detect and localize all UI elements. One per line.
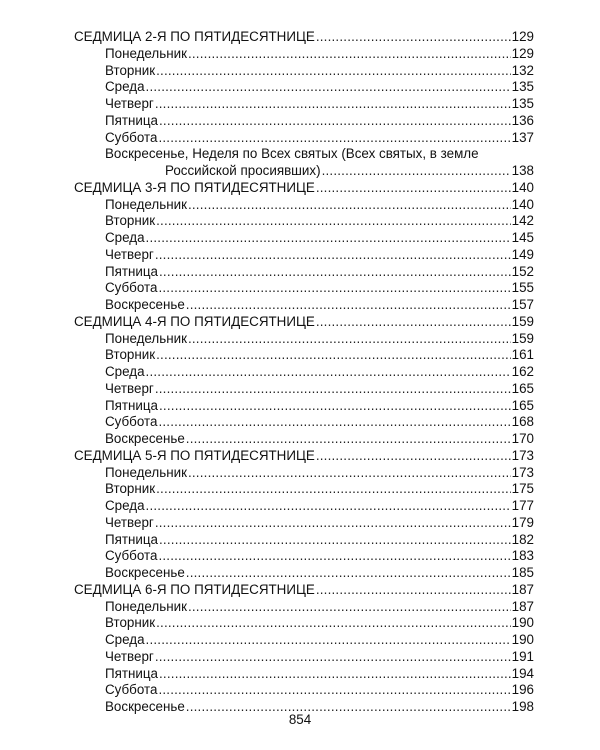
entry-label: Вторник [105,62,156,78]
entry-page: 132 [511,62,534,78]
entry-label: Среда [105,498,145,513]
entry-label: Суббота [105,682,158,698]
dot-leader [316,314,511,331]
dot-leader [155,381,511,398]
entry-page: 165 [511,397,534,413]
entry-label: Четверг [105,380,154,396]
toc-entry [74,398,534,415]
toc-entry [74,465,534,482]
entry-page: 159 [511,330,534,346]
dot-leader [146,79,511,96]
entry-label: Вторник [105,213,156,229]
section-title: СЕДМИЦА 6-Я ПО ПЯТИДЕСЯТНИЦЕ [74,581,315,597]
entry-page: 190 [511,615,534,631]
dot-leader [316,180,511,197]
entry-label: Суббота [105,548,158,564]
entry-label: Понедельник [105,330,187,346]
entry-page: 149 [511,246,534,262]
entry-label: Вторник [105,347,156,363]
toc-entry [74,331,534,348]
toc-entry [74,280,534,297]
toc-entry [74,297,534,314]
entry-label: Воскресенье [105,297,185,312]
dot-leader [159,113,511,130]
dot-leader [156,481,511,498]
entry-page: 175 [511,481,534,497]
entry-label: Воскресенье [105,565,185,580]
toc-entry [74,264,534,281]
toc-entry [74,46,534,63]
section-heading [74,180,534,197]
toc-entry [74,247,534,264]
entry-label: Вторник [105,615,156,631]
entry-label: Понедельник [105,45,187,61]
section-page: 187 [511,581,534,597]
entry-page: 170 [511,431,534,446]
toc-entry [74,498,534,515]
dot-leader [159,398,511,415]
toc-entry [74,197,534,214]
dot-leader [158,130,510,147]
entry-label: Суббота [105,129,158,145]
section-title: СЕДМИЦА 5-Я ПО ПЯТИДЕСЯТНИЦЕ [74,447,315,463]
entry-label: Среда [105,79,145,95]
entry-page: 140 [511,196,534,212]
toc-entry-long [74,146,534,180]
dot-leader [146,632,511,649]
dot-leader [188,599,511,616]
entry-label: Воскресенье [105,699,185,714]
entry-label: Пятница [105,112,159,128]
entry-label: Четверг [105,648,154,664]
toc-entry [74,548,534,565]
section-page: 129 [511,29,534,44]
entry-page: 194 [511,665,534,681]
entry-page: 185 [511,565,534,580]
entry-label: Пятница [105,263,159,279]
entry-label: Четверг [105,514,154,530]
section-heading [74,29,534,46]
dot-leader [316,29,511,46]
toc-entry [74,113,534,130]
dot-leader [158,682,510,699]
toc-entry [74,414,534,431]
entry-page: 138 [511,163,534,178]
dot-leader [186,565,511,582]
toc-entry [74,666,534,683]
entry-label-line1: Воскресенье, Неделя по Всех святых (Всех святых, в земле [105,146,479,162]
entry-label-line2: Российской просиявших) [165,163,321,178]
dot-leader [146,230,511,247]
entry-label: Четверг [105,96,154,111]
entry-page: 191 [511,648,534,664]
section-title: СЕДМИЦА 2-Я ПО ПЯТИДЕСЯТНИЦЕ [74,29,315,44]
dot-leader [156,213,511,230]
section-page: 173 [511,447,534,463]
section-page: 159 [511,313,534,329]
dot-leader [155,247,511,264]
dot-leader [156,63,511,80]
entry-page: 135 [511,79,534,95]
dot-leader [316,582,511,599]
dot-leader [186,431,511,448]
entry-page: 157 [511,297,534,312]
dot-leader [159,666,511,683]
dot-leader [156,615,511,632]
dot-leader [155,96,511,113]
dot-leader [155,515,511,532]
entry-page: 183 [511,548,534,564]
entry-page: 155 [511,280,534,296]
toc-entry [74,515,534,532]
entry-page: 198 [511,699,534,714]
entry-page: 136 [511,112,534,128]
section-heading [74,314,534,331]
toc-entry [74,431,534,448]
section-title: СЕДМИЦА 3-Я ПО ПЯТИДЕСЯТНИЦЕ [74,179,315,195]
toc-entry [74,682,534,699]
entry-label: Среда [105,364,145,379]
dot-leader [322,163,511,180]
dot-leader [146,498,511,515]
entry-page: 162 [511,364,534,379]
entry-page: 168 [511,414,534,430]
dot-leader [158,548,510,565]
toc-entry [74,79,534,96]
toc-entry [74,481,534,498]
entry-label: Воскресенье [105,431,185,446]
entry-page: 196 [511,682,534,698]
toc-entry [74,565,534,582]
entry-page: 179 [511,514,534,530]
toc-entry [74,632,534,649]
toc-entry [74,213,534,230]
entry-label: Пятница [105,531,159,547]
section-page: 140 [511,179,534,195]
entry-page: 137 [511,129,534,145]
section-heading [74,448,534,465]
toc-entry [74,649,534,666]
toc-entry [74,381,534,398]
entry-label: Пятница [105,665,159,681]
toc-entry [74,364,534,381]
entry-page: 161 [511,347,534,363]
entry-page: 190 [511,632,534,647]
toc-entry [74,347,534,364]
entry-label: Четверг [105,246,154,262]
dot-leader [188,197,511,214]
entry-label: Среда [105,230,145,245]
entry-label: Понедельник [105,598,187,614]
toc-entry [74,615,534,632]
page-number: 854 [288,712,312,727]
dot-leader [188,46,511,63]
dot-leader [158,280,510,297]
dot-leader [159,264,511,281]
entry-label: Среда [105,632,145,647]
dot-leader [156,347,511,364]
entry-page: 173 [511,464,534,480]
entry-page: 165 [511,380,534,396]
section-heading [74,582,534,599]
entry-label: Вторник [105,481,156,497]
dot-leader [186,297,511,314]
dot-leader [188,331,511,348]
toc-entry [74,63,534,80]
entry-label: Суббота [105,280,158,296]
entry-page: 142 [511,213,534,229]
section-title: СЕДМИЦА 4-Я ПО ПЯТИДЕСЯТНИЦЕ [74,313,315,329]
entry-page: 177 [511,498,534,513]
dot-leader [146,364,511,381]
entry-label: Суббота [105,414,158,430]
dot-leader [155,649,511,666]
table-of-contents [74,29,534,716]
dot-leader [188,465,511,482]
entry-page: 129 [511,45,534,61]
dot-leader [158,414,510,431]
entry-page: 135 [511,96,534,111]
entry-page: 182 [511,531,534,547]
toc-entry [74,532,534,549]
entry-label: Понедельник [105,196,187,212]
entry-label: Пятница [105,397,159,413]
entry-page: 187 [511,598,534,614]
toc-entry [74,130,534,147]
toc-entry [74,230,534,247]
entry-page: 152 [511,263,534,279]
toc-entry [74,599,534,616]
dot-leader [159,532,511,549]
entry-page: 145 [511,230,534,245]
dot-leader [316,448,511,465]
entry-label: Понедельник [105,464,187,480]
toc-entry [74,96,534,113]
